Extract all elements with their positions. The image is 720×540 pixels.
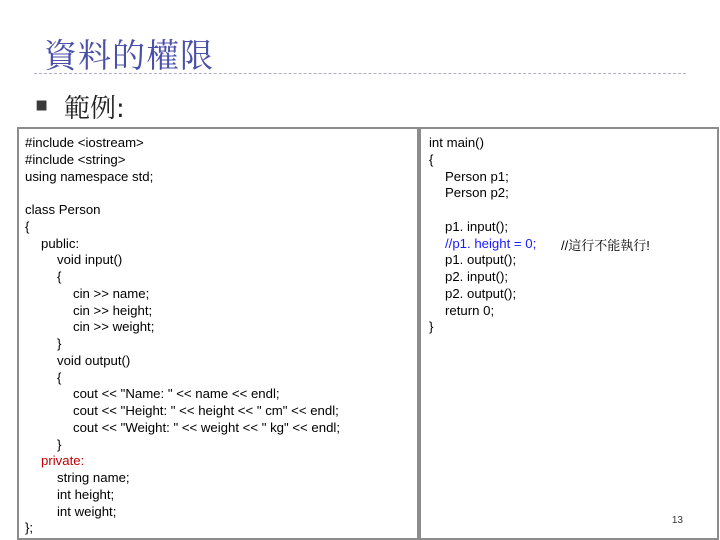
- code-line: p2. input();: [445, 269, 509, 284]
- chinese-comment: //這行不能執行!: [561, 238, 650, 253]
- code-line: cout << "Name: " << name << endl;: [73, 386, 280, 402]
- code-line: private:: [41, 453, 85, 469]
- left-code-block: [25, 135, 340, 537]
- code-line: }: [429, 319, 434, 335]
- bullet-icon: ⯀: [36, 98, 48, 114]
- example-subtitle: 範例:: [64, 94, 125, 124]
- code-line: class Person: [25, 202, 101, 217]
- code-line: cout << "Weight: " << weight << " kg" << endl;: [73, 419, 341, 435]
- code-line: p2. output();: [445, 285, 517, 301]
- code-line: int height;: [57, 486, 115, 502]
- code-line: p1. input();: [445, 218, 509, 234]
- code-line: cin >> weight;: [73, 319, 155, 335]
- slide-title: 資料的權限: [44, 36, 214, 75]
- code-line: Person p1;: [445, 168, 509, 184]
- code-line: return 0;: [445, 302, 495, 318]
- code-line: {: [57, 369, 62, 385]
- code-line: #include <string>: [25, 151, 126, 167]
- code-line: cout << "Height: " << height << " cm" << endl;: [73, 403, 339, 418]
- code-line: {: [429, 151, 434, 167]
- code-line: using namespace std;: [25, 168, 154, 184]
- code-line: #include <iostream>: [25, 135, 144, 150]
- code-line: cin >> height;: [73, 302, 153, 318]
- code-line: int main(): [429, 135, 484, 150]
- code-line: string name;: [57, 470, 130, 485]
- code-line: }: [57, 436, 62, 452]
- title-divider: [34, 73, 686, 74]
- code-line: //p1. height = 0;: [445, 235, 537, 251]
- code-line: Person p2;: [445, 185, 509, 201]
- code-line: {: [57, 269, 62, 284]
- code-line: public:: [41, 235, 80, 251]
- code-line: void input(): [57, 252, 123, 268]
- code-line: [25, 185, 340, 202]
- code-line: [429, 202, 536, 219]
- code-line: {: [25, 218, 30, 234]
- code-line: int weight;: [57, 503, 117, 519]
- code-line: }: [57, 336, 62, 351]
- code-line: void output(): [57, 352, 131, 368]
- code-line: p1. output();: [445, 252, 517, 268]
- right-code-block: [429, 135, 536, 336]
- right-code-panel: [419, 127, 719, 540]
- code-line: cin >> name;: [73, 285, 150, 301]
- page-number: 13: [671, 515, 683, 526]
- code-line: };: [25, 520, 34, 536]
- left-code-panel: [17, 127, 419, 540]
